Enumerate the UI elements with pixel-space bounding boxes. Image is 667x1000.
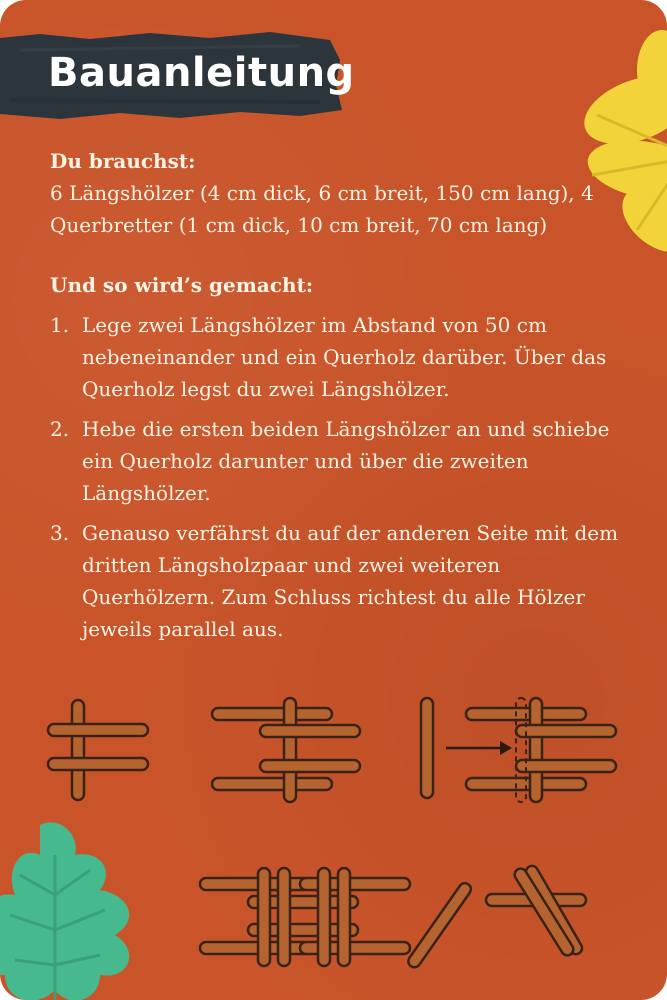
step-number: 3. (50, 521, 70, 545)
arrow-right-icon (446, 741, 512, 755)
steps-list (50, 309, 620, 645)
diagram-step-1 (48, 700, 148, 800)
step-text: Genauso verfährst du auf der anderen Seite mit dem dritten Längsholzpaar und zwei weiteren Querhölzern. Zum Schluss richtest du alle Hölzer jeweils parallel aus. (82, 521, 619, 641)
instructions-heading: Und so wird’s gemacht: (50, 273, 314, 297)
step-number: 1. (50, 313, 70, 337)
step-item (50, 517, 620, 645)
step-text: Hebe die ersten beiden Längshölzer an und schiebe ein Querholz darunter und über die zweiten Längshölzer. (82, 417, 610, 505)
assembly-diagrams (0, 680, 667, 1000)
instruction-content (50, 145, 620, 653)
step-item (50, 413, 620, 509)
step-text: Lege zwei Längshölzer im Abstand von 50 cm nebeneinander und ein Querholz darüber. Über das Querholz legst du zwei Längshölzer. (82, 313, 607, 401)
diagram-step-2 (212, 698, 360, 802)
materials-text: 6 Längshölzer (4 cm dick, 6 cm breit, 150 cm lang), 4 Querbretter (1 cm dick, 10 cm breit, 70 cm lang) (50, 181, 594, 237)
step-item (50, 309, 620, 405)
diagram-step-4 (200, 868, 410, 966)
diagram-step-3 (421, 698, 616, 802)
page-title: Bauanleitung (48, 50, 355, 96)
step-number: 2. (50, 417, 70, 441)
diagram-step-5 (406, 864, 586, 970)
materials-heading: Du brauchst: (50, 149, 196, 173)
